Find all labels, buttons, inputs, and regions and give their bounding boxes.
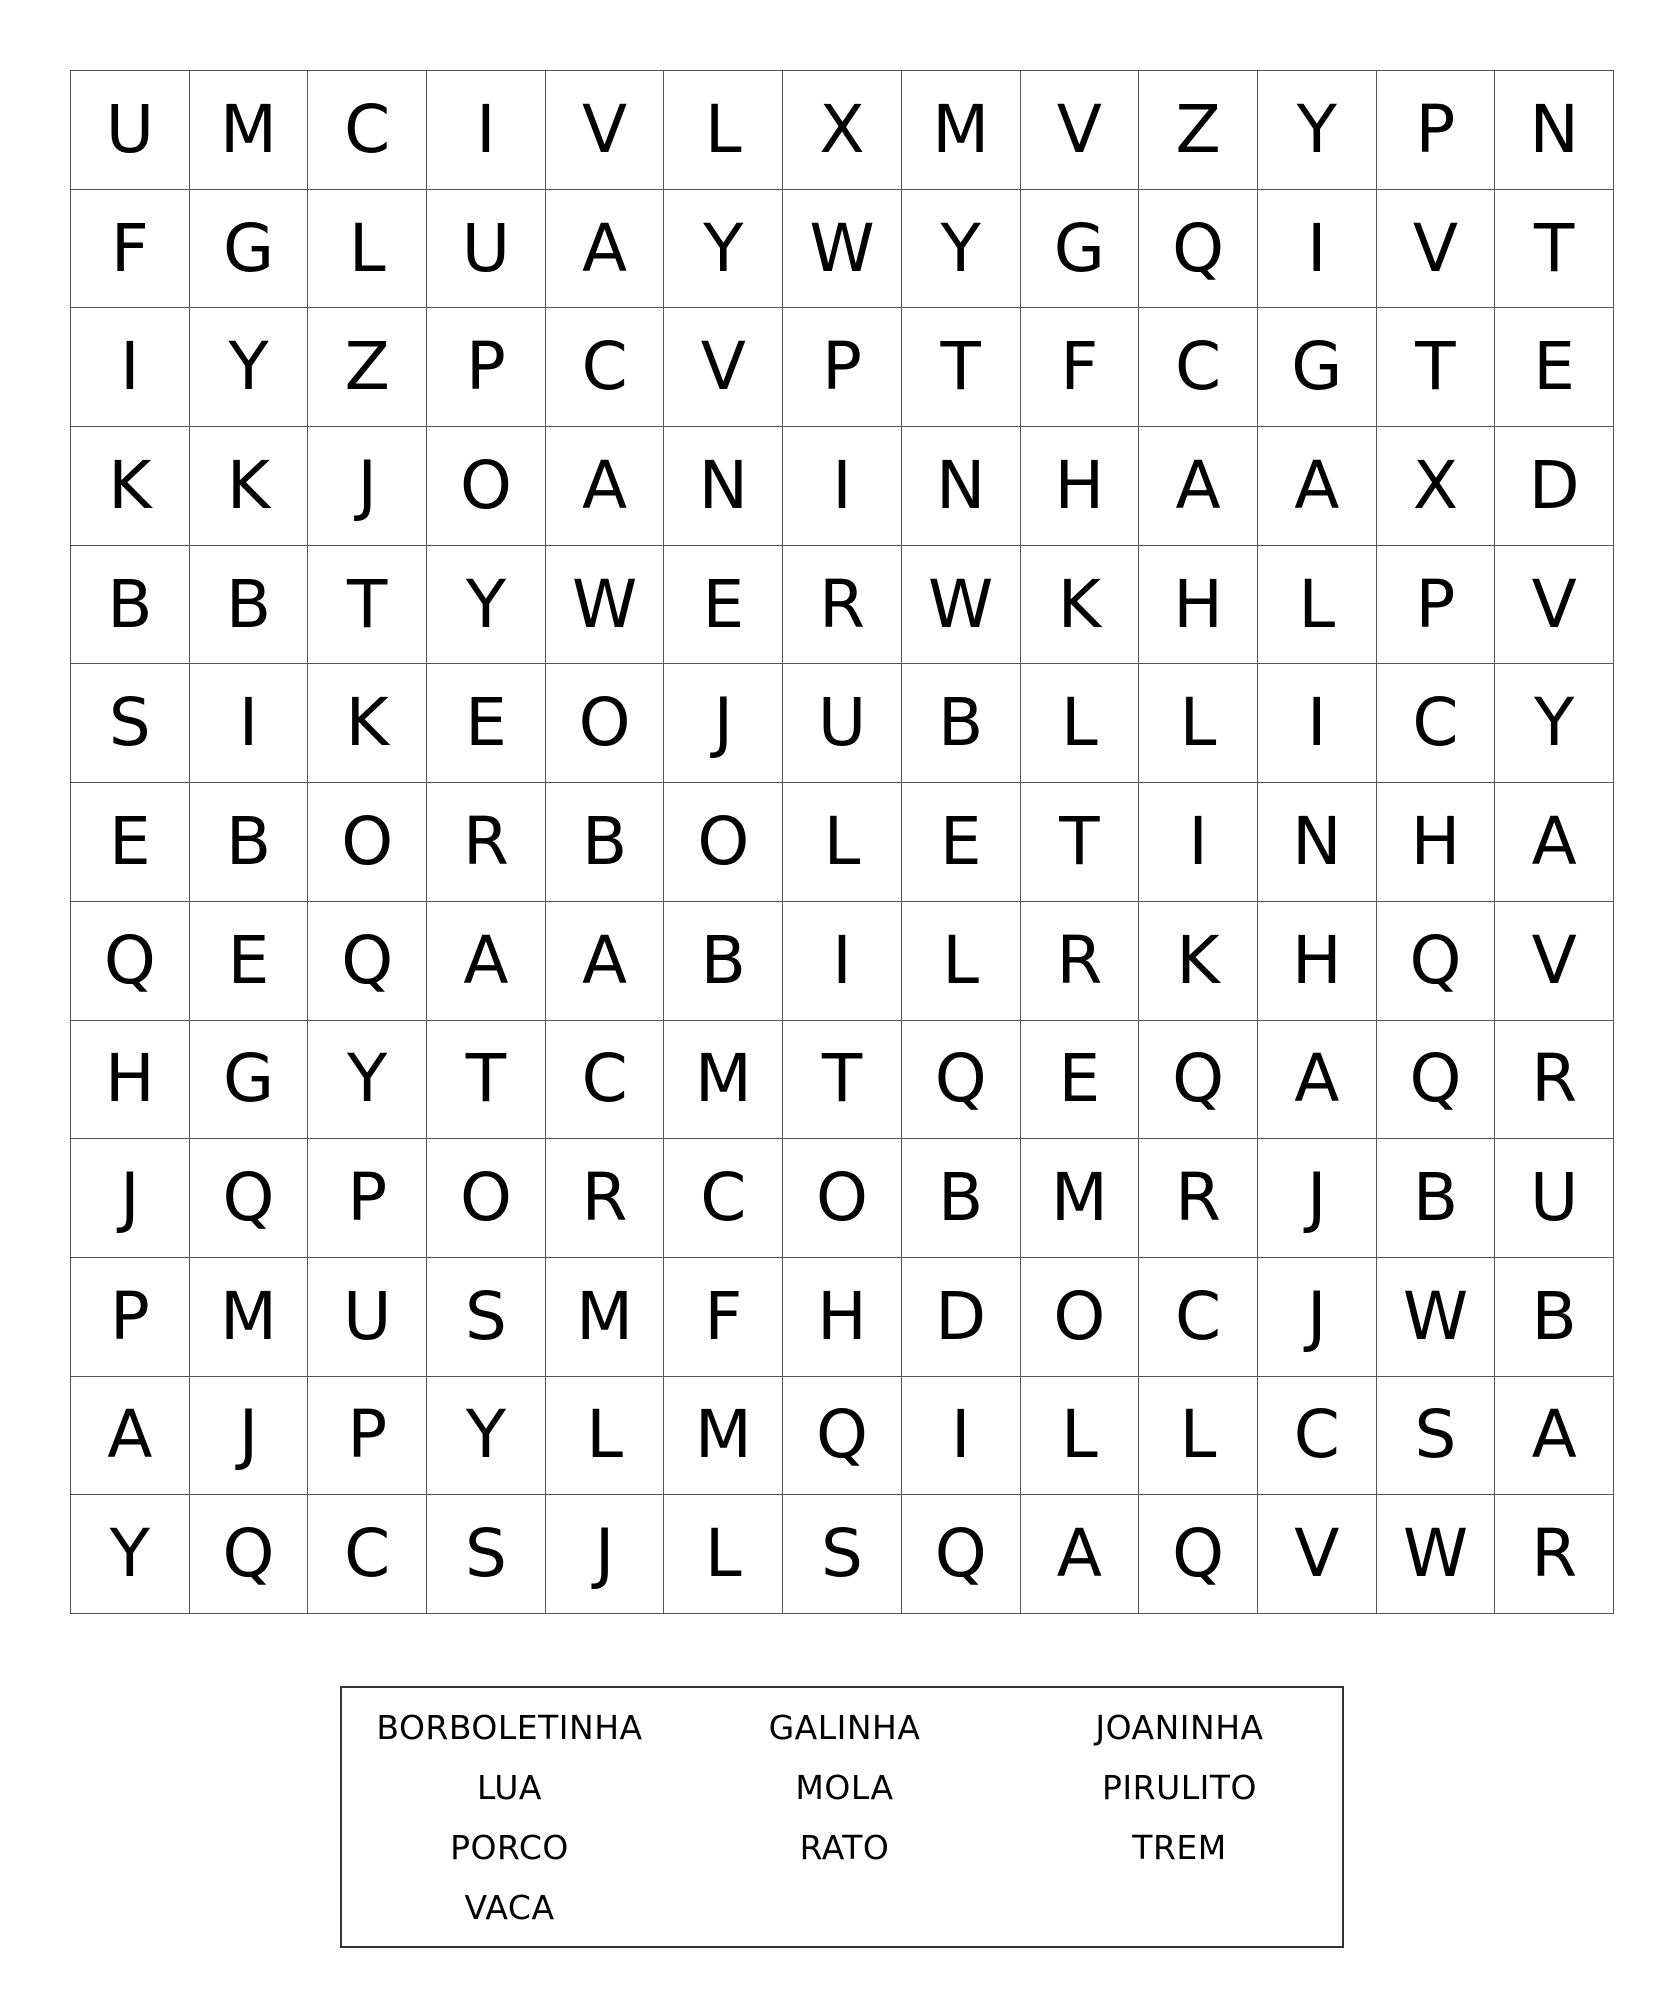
- grid-cell[interactable]: A: [71, 1377, 190, 1496]
- grid-cell[interactable]: N: [664, 427, 783, 546]
- grid-cell[interactable]: W: [1377, 1495, 1496, 1614]
- grid-cell[interactable]: U: [427, 190, 546, 309]
- grid-cell[interactable]: F: [71, 190, 190, 309]
- grid-cell[interactable]: C: [1258, 1377, 1377, 1496]
- word-list-item: VACA: [464, 1888, 555, 1927]
- grid-cell[interactable]: M: [546, 1258, 665, 1377]
- grid-cell[interactable]: U: [783, 664, 902, 783]
- grid-cell[interactable]: A: [1021, 1495, 1140, 1614]
- grid-cell[interactable]: C: [308, 1495, 427, 1614]
- grid-cell[interactable]: C: [546, 1021, 665, 1140]
- grid-cell[interactable]: P: [1377, 71, 1496, 190]
- grid-cell[interactable]: H: [1258, 902, 1377, 1021]
- grid-cell[interactable]: K: [190, 427, 309, 546]
- grid-cell[interactable]: B: [1495, 1258, 1614, 1377]
- grid-cell[interactable]: J: [71, 1139, 190, 1258]
- grid-cell[interactable]: P: [71, 1258, 190, 1377]
- grid-cell[interactable]: F: [664, 1258, 783, 1377]
- letter-grid: [70, 70, 1614, 1614]
- grid-cell[interactable]: C: [546, 308, 665, 427]
- grid-cell[interactable]: R: [783, 546, 902, 665]
- grid-cell[interactable]: Z: [1139, 71, 1258, 190]
- grid-cell[interactable]: E: [664, 546, 783, 665]
- grid-cell[interactable]: E: [190, 902, 309, 1021]
- grid-cell[interactable]: M: [664, 1377, 783, 1496]
- grid-cell[interactable]: C: [1139, 1258, 1258, 1377]
- grid-cell[interactable]: L: [1139, 664, 1258, 783]
- grid-cell[interactable]: I: [1139, 783, 1258, 902]
- grid-cell[interactable]: H: [71, 1021, 190, 1140]
- grid-cell[interactable]: R: [1021, 902, 1140, 1021]
- grid-cell[interactable]: Q: [1377, 1021, 1496, 1140]
- word-list: [342, 1708, 1342, 1948]
- grid-cell[interactable]: E: [71, 783, 190, 902]
- grid-cell[interactable]: R: [1139, 1139, 1258, 1258]
- grid-cell[interactable]: Y: [427, 1377, 546, 1496]
- grid-cell[interactable]: K: [71, 427, 190, 546]
- grid-cell[interactable]: B: [190, 783, 309, 902]
- grid-cell[interactable]: I: [783, 902, 902, 1021]
- word-list-item: PIRULITO: [1102, 1768, 1257, 1807]
- grid-cell[interactable]: B: [546, 783, 665, 902]
- grid-cell[interactable]: O: [664, 783, 783, 902]
- grid-cell[interactable]: B: [664, 902, 783, 1021]
- grid-cell[interactable]: Y: [1258, 71, 1377, 190]
- grid-cell[interactable]: Q: [1139, 190, 1258, 309]
- grid-cell[interactable]: A: [1495, 783, 1614, 902]
- grid-cell[interactable]: Y: [308, 1021, 427, 1140]
- grid-cell[interactable]: B: [902, 1139, 1021, 1258]
- grid-cell[interactable]: B: [902, 664, 1021, 783]
- grid-cell[interactable]: I: [1258, 664, 1377, 783]
- grid-cell[interactable]: Q: [71, 902, 190, 1021]
- grid-cell[interactable]: J: [664, 664, 783, 783]
- grid-cell[interactable]: N: [1258, 783, 1377, 902]
- grid-cell[interactable]: M: [190, 1258, 309, 1377]
- grid-cell[interactable]: O: [427, 427, 546, 546]
- grid-cell[interactable]: D: [902, 1258, 1021, 1377]
- grid-cell[interactable]: G: [1258, 308, 1377, 427]
- grid-cell[interactable]: T: [902, 308, 1021, 427]
- grid-cell[interactable]: W: [783, 190, 902, 309]
- grid-cell[interactable]: E: [1495, 308, 1614, 427]
- grid-cell[interactable]: M: [664, 1021, 783, 1140]
- grid-cell[interactable]: J: [190, 1377, 309, 1496]
- word-list-box: [340, 1686, 1344, 1948]
- grid-cell[interactable]: R: [427, 783, 546, 902]
- grid-cell[interactable]: R: [546, 1139, 665, 1258]
- grid-cell[interactable]: S: [427, 1258, 546, 1377]
- word-list-item: JOANINHA: [1095, 1708, 1264, 1747]
- grid-cell[interactable]: W: [902, 546, 1021, 665]
- grid-cell[interactable]: C: [308, 71, 427, 190]
- grid-cell[interactable]: X: [1377, 427, 1496, 546]
- grid-cell[interactable]: N: [902, 427, 1021, 546]
- grid-cell[interactable]: P: [783, 308, 902, 427]
- grid-cell[interactable]: Q: [190, 1139, 309, 1258]
- grid-cell[interactable]: Q: [1139, 1021, 1258, 1140]
- grid-cell[interactable]: W: [1377, 1258, 1496, 1377]
- grid-cell[interactable]: C: [664, 1139, 783, 1258]
- grid-cell[interactable]: U: [308, 1258, 427, 1377]
- word-list-item: BORBOLETINHA: [376, 1708, 643, 1747]
- grid-cell[interactable]: H: [1377, 783, 1496, 902]
- grid-cell[interactable]: J: [546, 1495, 665, 1614]
- grid-cell[interactable]: Y: [427, 546, 546, 665]
- grid-cell[interactable]: Z: [308, 308, 427, 427]
- grid-cell[interactable]: X: [783, 71, 902, 190]
- grid-cell[interactable]: C: [1139, 308, 1258, 427]
- grid-cell[interactable]: E: [1021, 1021, 1140, 1140]
- word-list-item: MOLA: [795, 1768, 894, 1807]
- grid-cell[interactable]: L: [664, 1495, 783, 1614]
- grid-cell[interactable]: Y: [902, 190, 1021, 309]
- grid-cell[interactable]: L: [1139, 1377, 1258, 1496]
- grid-cell[interactable]: I: [1258, 190, 1377, 309]
- grid-cell[interactable]: A: [546, 427, 665, 546]
- grid-cell[interactable]: V: [546, 71, 665, 190]
- grid-cell[interactable]: L: [902, 902, 1021, 1021]
- grid-cell[interactable]: O: [546, 664, 665, 783]
- grid-cell[interactable]: L: [664, 71, 783, 190]
- grid-cell[interactable]: I: [902, 1377, 1021, 1496]
- grid-cell[interactable]: V: [1021, 71, 1140, 190]
- grid-cell[interactable]: G: [1021, 190, 1140, 309]
- grid-cell[interactable]: V: [1377, 190, 1496, 309]
- grid-cell[interactable]: P: [427, 308, 546, 427]
- grid-cell[interactable]: T: [783, 1021, 902, 1140]
- grid-cell[interactable]: U: [71, 71, 190, 190]
- grid-cell[interactable]: Q: [190, 1495, 309, 1614]
- grid-cell[interactable]: O: [427, 1139, 546, 1258]
- word-list-item: TREM: [1132, 1828, 1227, 1867]
- grid-cell[interactable]: I: [427, 71, 546, 190]
- grid-cell[interactable]: A: [1139, 427, 1258, 546]
- grid-cell[interactable]: A: [1258, 1021, 1377, 1140]
- grid-cell[interactable]: B: [71, 546, 190, 665]
- grid-cell[interactable]: C: [1377, 664, 1496, 783]
- grid-cell[interactable]: M: [902, 71, 1021, 190]
- grid-cell[interactable]: W: [546, 546, 665, 665]
- grid-cell[interactable]: A: [546, 190, 665, 309]
- grid-cell[interactable]: L: [783, 783, 902, 902]
- grid-cell[interactable]: A: [1495, 1377, 1614, 1496]
- grid-cell[interactable]: K: [308, 664, 427, 783]
- grid-cell[interactable]: Y: [71, 1495, 190, 1614]
- grid-cell[interactable]: V: [1258, 1495, 1377, 1614]
- grid-cell[interactable]: Q: [1377, 902, 1496, 1021]
- grid-cell[interactable]: Q: [902, 1021, 1021, 1140]
- grid-cell[interactable]: T: [1377, 308, 1496, 427]
- grid-cell[interactable]: Y: [1495, 664, 1614, 783]
- grid-cell[interactable]: A: [546, 902, 665, 1021]
- grid-cell[interactable]: S: [783, 1495, 902, 1614]
- grid-cell[interactable]: H: [1021, 427, 1140, 546]
- word-list-item: LUA: [477, 1768, 542, 1807]
- grid-cell[interactable]: L: [1258, 546, 1377, 665]
- grid-cell[interactable]: U: [1495, 1139, 1614, 1258]
- grid-cell[interactable]: T: [427, 1021, 546, 1140]
- word-list-item: GALINHA: [768, 1708, 921, 1747]
- grid-cell[interactable]: J: [308, 427, 427, 546]
- grid-cell[interactable]: T: [1495, 190, 1614, 309]
- grid-cell[interactable]: P: [308, 1377, 427, 1496]
- grid-cell[interactable]: O: [783, 1139, 902, 1258]
- grid-cell[interactable]: A: [427, 902, 546, 1021]
- grid-cell[interactable]: F: [1021, 308, 1140, 427]
- grid-cell[interactable]: Q: [783, 1377, 902, 1496]
- grid-cell[interactable]: S: [1377, 1377, 1496, 1496]
- grid-cell[interactable]: L: [546, 1377, 665, 1496]
- grid-cell[interactable]: E: [427, 664, 546, 783]
- grid-cell[interactable]: B: [1377, 1139, 1496, 1258]
- grid-cell[interactable]: P: [1377, 546, 1496, 665]
- grid-cell[interactable]: K: [1021, 546, 1140, 665]
- grid-cell[interactable]: Q: [308, 902, 427, 1021]
- grid-cell[interactable]: Q: [902, 1495, 1021, 1614]
- grid-cell[interactable]: M: [190, 71, 309, 190]
- grid-cell[interactable]: S: [71, 664, 190, 783]
- grid-cell[interactable]: Y: [664, 190, 783, 309]
- grid-cell[interactable]: V: [664, 308, 783, 427]
- grid-cell[interactable]: N: [1495, 71, 1614, 190]
- grid-cell[interactable]: L: [308, 190, 427, 309]
- grid-cell[interactable]: J: [1258, 1139, 1377, 1258]
- grid-cell[interactable]: B: [190, 546, 309, 665]
- grid-cell[interactable]: O: [308, 783, 427, 902]
- word-list-item: PORCO: [450, 1828, 569, 1867]
- grid-cell[interactable]: G: [190, 190, 309, 309]
- grid-cell[interactable]: D: [1495, 427, 1614, 546]
- grid-cell[interactable]: L: [1021, 1377, 1140, 1496]
- grid-cell[interactable]: P: [308, 1139, 427, 1258]
- grid-cell[interactable]: V: [1495, 902, 1614, 1021]
- grid-cell[interactable]: S: [427, 1495, 546, 1614]
- grid-cell[interactable]: J: [1258, 1258, 1377, 1377]
- grid-cell[interactable]: T: [1021, 783, 1140, 902]
- grid-cell[interactable]: K: [1139, 902, 1258, 1021]
- grid-cell[interactable]: H: [1139, 546, 1258, 665]
- grid-cell[interactable]: M: [1021, 1139, 1140, 1258]
- grid-cell[interactable]: Y: [190, 308, 309, 427]
- grid-cell[interactable]: V: [1495, 546, 1614, 665]
- grid-cell[interactable]: R: [1495, 1021, 1614, 1140]
- grid-cell[interactable]: R: [1495, 1495, 1614, 1614]
- grid-cell[interactable]: E: [902, 783, 1021, 902]
- grid-cell[interactable]: G: [190, 1021, 309, 1140]
- grid-cell[interactable]: Q: [1139, 1495, 1258, 1614]
- grid-cell[interactable]: I: [783, 427, 902, 546]
- grid-cell[interactable]: I: [71, 308, 190, 427]
- grid-cell[interactable]: I: [190, 664, 309, 783]
- grid-cell[interactable]: A: [1258, 427, 1377, 546]
- grid-cell[interactable]: T: [308, 546, 427, 665]
- grid-cell[interactable]: L: [1021, 664, 1140, 783]
- word-list-item: RATO: [799, 1828, 890, 1867]
- grid-cell[interactable]: O: [1021, 1258, 1140, 1377]
- grid-cell[interactable]: H: [783, 1258, 902, 1377]
